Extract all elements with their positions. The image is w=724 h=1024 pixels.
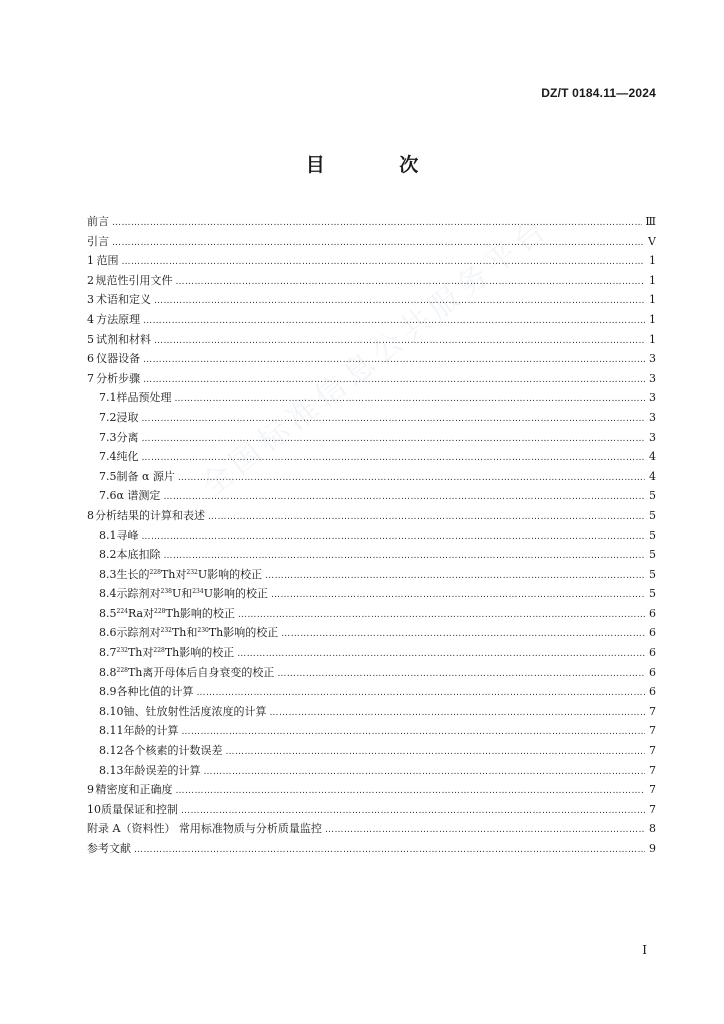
toc-entry-page: 6: [649, 665, 656, 679]
dot-leader: [265, 567, 645, 587]
toc-entry[interactable]: [87, 467, 656, 487]
toc-entry[interactable]: [87, 800, 656, 820]
toc-entry[interactable]: [87, 526, 656, 546]
toc-entry-page: 8: [649, 822, 656, 836]
toc-entry-number: 8.1: [99, 528, 117, 542]
toc-entry-title: 生长的$^{228}$Th对$^{232}$U影响的校正: [116, 567, 263, 581]
toc-entry[interactable]: [87, 604, 656, 624]
dot-leader: [277, 665, 645, 685]
toc-title: 目 次: [305, 154, 453, 176]
toc-entry[interactable]: [87, 369, 656, 389]
dot-leader: [112, 234, 645, 254]
toc-entry-page: 5: [649, 508, 656, 522]
toc-entry-number: 8.6: [99, 626, 117, 640]
toc-entry-page: 7: [649, 744, 656, 758]
toc-entry-title: 示踪剂对$^{232}$Th和$^{230}$Th影响的校正: [116, 626, 279, 640]
toc-entry-title: 规范性引用文件: [95, 273, 173, 287]
toc-entry-number: 8.5: [99, 606, 117, 620]
toc-entry[interactable]: [87, 271, 656, 291]
toc-entry-title: 方法原理: [96, 312, 141, 326]
toc-entry-number: 8.13: [99, 763, 124, 777]
toc-entry-number: 7.2: [99, 410, 117, 424]
toc-entry[interactable]: [87, 408, 656, 428]
toc-entry-number: 7.6: [99, 489, 117, 503]
toc-entry-page: 4: [649, 450, 656, 464]
toc-entry[interactable]: [87, 565, 656, 585]
table-of-contents: [87, 212, 656, 859]
toc-entry[interactable]: [87, 232, 656, 252]
dot-leader: [143, 371, 645, 391]
toc-entry[interactable]: [87, 349, 656, 369]
dot-leader: [163, 488, 645, 508]
dot-leader: [134, 841, 645, 861]
dot-leader: [208, 508, 645, 528]
dot-leader: [281, 625, 645, 645]
toc-entry[interactable]: [87, 721, 656, 741]
toc-entry-title: 本底扣除: [116, 548, 161, 562]
toc-entry-title: 年龄的计算: [123, 724, 179, 738]
toc-entry-page: 3: [649, 391, 656, 405]
toc-entry-page: 5: [649, 489, 656, 503]
toc-entry-title: 示踪剂对$^{238}$U和$^{234}$U影响的校正: [116, 587, 268, 601]
toc-entry-title: α 谱测定: [116, 489, 161, 503]
toc-entry-page: 1: [649, 312, 656, 326]
dot-leader: [142, 410, 646, 430]
toc-entry-page: 3: [649, 371, 656, 385]
toc-entry-title: $^{232}$Th对$^{228}$Th影响的校正: [116, 646, 235, 660]
toc-entry-title: 分析步骤: [96, 371, 141, 385]
toc-entry-title: 试剂和材料: [95, 332, 151, 346]
toc-entry-number: 10: [87, 802, 101, 816]
toc-entry-title: 浸取: [116, 410, 139, 424]
toc-entry[interactable]: [87, 643, 656, 663]
toc-entry-number: 8: [87, 508, 94, 522]
dot-leader: [154, 332, 645, 352]
toc-entry-title: 引言: [87, 234, 109, 248]
toc-entry-number: 8.10: [99, 704, 124, 718]
toc-entry[interactable]: [87, 761, 656, 781]
toc-entry-title: 术语和定义: [95, 293, 151, 307]
dot-leader: [142, 528, 646, 548]
toc-entry-page: 1: [649, 293, 656, 307]
dot-leader: [142, 430, 646, 450]
toc-entry-title: 精密度和正确度: [95, 783, 173, 797]
toc-entry-title: 各个核素的计数误差: [123, 744, 223, 758]
toc-entry[interactable]: [87, 251, 656, 271]
toc-entry-page: 5: [649, 567, 656, 581]
dot-leader: [154, 292, 645, 312]
toc-entry[interactable]: [87, 682, 656, 702]
toc-entry-number: 8.7: [99, 646, 117, 660]
toc-entry-number: 6: [87, 352, 94, 366]
toc-entry-number: 8.2: [99, 548, 117, 562]
dot-leader: [176, 273, 645, 293]
toc-entry-page: Ⅴ: [648, 234, 656, 248]
toc-entry[interactable]: [87, 310, 656, 330]
toc-entry-number: 1: [87, 254, 94, 268]
toc-entry-number: 8.3: [99, 567, 117, 581]
toc-entry-number: 7.3: [99, 430, 117, 444]
dot-leader: [112, 214, 642, 234]
toc-entry-page: 6: [649, 606, 656, 620]
toc-entry-title: 仪器设备: [96, 352, 141, 366]
toc-entry-title: $^{228}$Th离开母体后自身衰变的校正: [116, 665, 275, 679]
toc-entry-title: 各种比值的计算: [116, 685, 194, 699]
toc-entry-page: 7: [649, 783, 656, 797]
toc-entry-page: 7: [649, 763, 656, 777]
toc-entry-page: Ⅲ: [645, 215, 656, 228]
toc-entry-page: 7: [649, 724, 656, 738]
dot-leader: [143, 351, 645, 371]
toc-entry[interactable]: [87, 212, 656, 232]
toc-entry-title: 年龄误差的计算: [123, 763, 201, 777]
toc-entry-page: 1: [649, 273, 656, 287]
dot-leader: [122, 253, 645, 273]
dot-leader: [176, 782, 645, 802]
toc-entry-number: 8.8: [99, 665, 117, 679]
watermark: 全国标准信息公共服务平台: [194, 210, 557, 504]
toc-entry-page: 3: [649, 410, 656, 424]
toc-entry-page: 1: [649, 332, 656, 346]
dot-leader: [226, 743, 646, 763]
standard-code: DZ/T 0184.11—2024: [541, 86, 656, 100]
toc-entry[interactable]: [87, 819, 656, 839]
toc-entry-title: 前言: [87, 215, 109, 228]
toc-entry[interactable]: [87, 428, 656, 448]
toc-entry[interactable]: [87, 447, 656, 467]
toc-entry-title: 分离: [116, 430, 139, 444]
toc-entry[interactable]: [87, 388, 656, 408]
toc-entry-number: 2: [87, 273, 94, 287]
page-number: I: [642, 943, 647, 957]
toc-entry-page: 5: [649, 528, 656, 542]
toc-entry-number: 7.5: [99, 469, 117, 483]
toc-entry-number: 8.12: [99, 744, 124, 758]
toc-entry[interactable]: [87, 780, 656, 800]
toc-entry[interactable]: [87, 663, 656, 683]
toc-entry-page: 4: [649, 469, 656, 483]
toc-entry-title: 附录 A（资料性） 常用标准物质与分析质量监控: [87, 822, 322, 836]
toc-entry-number: 9: [87, 783, 94, 797]
toc-entry-number: 7.1: [99, 391, 117, 405]
toc-entry-number: 4: [87, 312, 94, 326]
toc-entry-page: 3: [649, 430, 656, 444]
toc-entry-page: 3: [649, 352, 656, 366]
toc-entry[interactable]: [87, 741, 656, 761]
toc-entry-page: 5: [649, 587, 656, 601]
toc-entry-number: 8.9: [99, 685, 117, 699]
dot-leader: [143, 312, 645, 332]
toc-entry-title: 范围: [96, 254, 119, 268]
toc-entry-page: 6: [649, 685, 656, 699]
toc-entry-title: 参考文献: [87, 842, 131, 855]
toc-entry-number: 3: [87, 293, 94, 307]
toc-entry-page: 9: [649, 842, 656, 855]
toc-entry-number: 8.11: [99, 724, 124, 738]
toc-entry[interactable]: [87, 584, 656, 604]
toc-entry[interactable]: [87, 506, 656, 526]
toc-entry-title: $^{224}$Ra对$^{228}$Th影响的校正: [116, 606, 235, 620]
dot-leader: [204, 763, 646, 783]
toc-entry-number: 7.4: [99, 450, 117, 464]
toc-entry-page: 6: [649, 626, 656, 640]
toc-entry-page: 7: [649, 802, 656, 816]
dot-leader: [271, 586, 645, 606]
toc-entry-title: 纯化: [116, 450, 139, 464]
toc-entry-title: 分析结果的计算和表述: [94, 508, 205, 522]
dot-leader: [325, 821, 645, 841]
toc-entry[interactable]: [87, 839, 656, 859]
dot-leader: [238, 606, 645, 626]
dot-leader: [142, 449, 646, 469]
toc-entry[interactable]: [87, 486, 656, 506]
toc-entry[interactable]: [87, 330, 656, 350]
toc-entry[interactable]: [87, 290, 656, 310]
toc-entry-title: 样品预处理: [116, 391, 172, 405]
toc-entry-title: 寻峰: [116, 528, 139, 542]
toc-entry[interactable]: [87, 623, 656, 643]
toc-entry-title: 铀、钍放射性活度浓度的计算: [123, 704, 267, 718]
dot-leader: [175, 390, 646, 410]
toc-entry[interactable]: [87, 702, 656, 722]
toc-entry-title: 质量保证和控制: [101, 802, 178, 816]
toc-entry-page: 6: [649, 646, 656, 660]
toc-entry-page: 5: [649, 548, 656, 562]
dot-leader: [178, 469, 645, 489]
toc-entry-number: 5: [87, 332, 94, 346]
dot-leader: [237, 645, 645, 665]
dot-leader: [270, 704, 646, 724]
toc-entry-number: 8.4: [99, 587, 117, 601]
toc-entry-page: 7: [649, 704, 656, 718]
dot-leader: [182, 723, 646, 743]
toc-entry-title: 制备 α 源片: [116, 469, 175, 483]
toc-entry[interactable]: [87, 545, 656, 565]
toc-entry-page: 1: [649, 254, 656, 268]
toc-entry-number: 7: [87, 371, 94, 385]
